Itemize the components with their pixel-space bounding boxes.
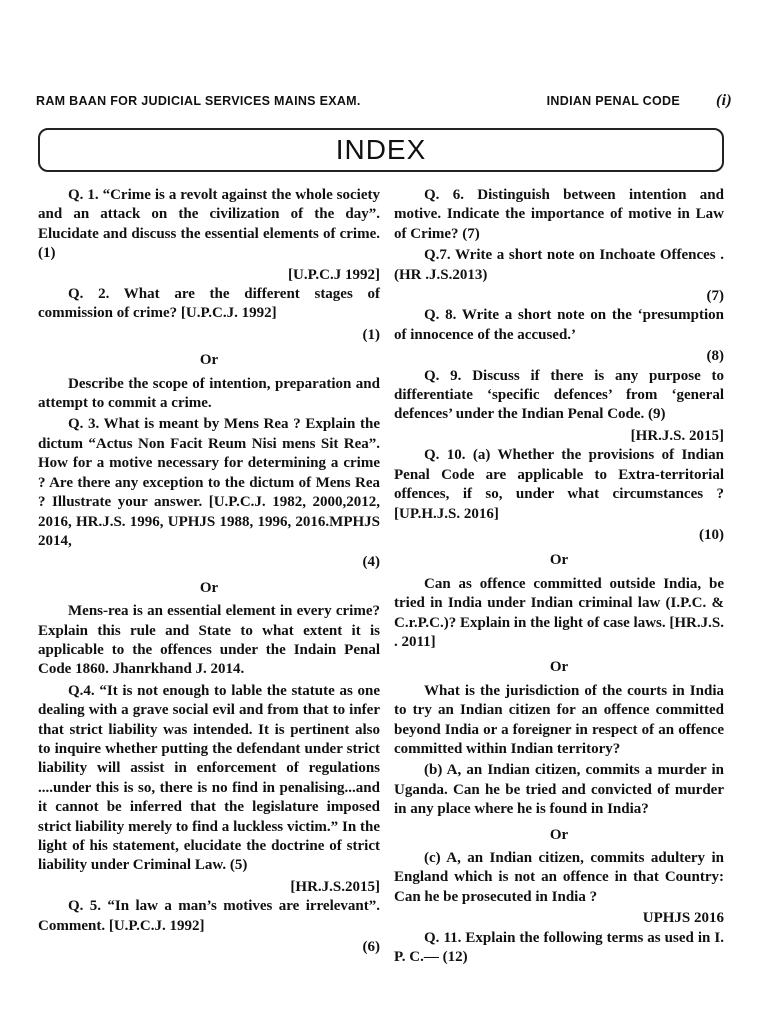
reference-text: (6) [362, 939, 380, 956]
question-text: Q.4. “It is not enough to lable the statute as one dealing with a grave social evil and from that to infer that strict liability was intended. It is pertinent also to inquire whether putting the defendant under strict liability will assist in enforcement of regulations ....under this is so, there is no find in penalising...and it cannot be inferred that the legislature imposed strict liability merely to find a luckless victim.” In the light of his statement, elucidate the doctrine of strict liability under Criminal Law. (5) [38, 682, 380, 874]
header-subject: INDIAN PENAL CODE [546, 94, 680, 108]
or-separator: Or [199, 579, 219, 596]
reference-text: UPHJS 2016 [642, 910, 724, 927]
question-text: Q. 3. What is meant by Mens Rea ? Explain the dictum “Actus Non Facit Reum Nisi mens Sit Rea”. How for a motive necessary for determining a crime ? Are there any exception to the dictum of Mens Rea ? Illustrate your answer. [U.P.C.J. 1982, 2000,2012, 2016, HR.J.S. 1996, UPHJS 1988, 1996, 2016.MPHJS 2014, [38, 416, 380, 549]
page-number: (i) [715, 92, 732, 109]
reference-text: (1) [362, 326, 380, 343]
question-text: Can as offence committed outside India, be tried in India under Indian criminal law (I.P.C. & C.r.P.C.)? Explain in the light of case laws. [HR.J.S. . 2011] [394, 575, 724, 650]
question-text: Q. 9. Discuss if there is any purpose to differentiate ‘specific defences’ from ‘general defences’ under the Indian Penal Code. (9) [394, 367, 724, 423]
reference-text: (8) [706, 348, 724, 365]
question-text: (c) A, an Indian citizen, commits adultery in England which is not an offence in that Country: Can he be prosecuted in India ? [394, 850, 724, 905]
reference-text: [HR.J.S. 2015] [630, 427, 724, 444]
question-text: Q. 5. “In law a man’s motives are irrelevant”. Comment. [U.P.C.J. 1992] [38, 898, 380, 934]
right-column [394, 186, 724, 969]
reference-text: (4) [362, 554, 380, 571]
index-title-box [38, 128, 724, 172]
reference-text: [HR.J.S.2015] [290, 878, 380, 895]
question-text: Q. 10. (a) Whether the provisions of Indian Penal Code are applicable to Extra-territorial offences, if so, under what circumstances ? [UP.H.J.S. 2016] [394, 447, 724, 522]
reference-text: (10) [699, 526, 724, 543]
page-header [36, 94, 732, 112]
or-separator: Or [549, 826, 569, 843]
question-text: Q. 2. What are the different stages of commission of crime? [U.P.C.J. 1992] [38, 286, 380, 322]
question-text: Q. 8. Write a short note on the ‘presumption of innocence of the accused.’ [394, 307, 724, 343]
reference-text: [U.P.C.J 1992] [288, 266, 380, 283]
question-text: Q.7. Write a short note on Inchoate Offences . (HR .J.S.2013) [394, 247, 724, 283]
or-separator: Or [549, 552, 569, 569]
or-separator: Or [549, 659, 569, 676]
question-text: Describe the scope of intention, preparation and attempt to commit a crime. [38, 375, 380, 412]
index-title: INDEX [335, 134, 427, 165]
question-text: (b) A, an Indian citizen, commits a murder in Uganda. Can he be tried and convicted of murder in any place where he is found in India? [394, 762, 724, 818]
reference-text: (7) [706, 288, 724, 305]
question-text: Q. 6. Distinguish between intention and motive. Indicate the importance of motive in Law of Crime? (7) [394, 187, 724, 242]
question-text: Q. 11. Explain the following terms as used in I. P. C.— (12) [394, 929, 724, 966]
header-book-title: RAM BAAN FOR JUDICIAL SERVICES MAINS EXAM. [36, 94, 361, 108]
question-text: What is the jurisdiction of the courts in India to try an Indian citizen for an offence committed beyond India or a foreigner in respect of an offence committed within Indian territory? [394, 682, 724, 757]
question-text: Q. 1. “Crime is a revolt against the whole society and an attack on the civilization of the day”. Elucidate and discuss the essential elements of crime. (1) [38, 187, 380, 262]
or-separator: Or [199, 352, 219, 369]
question-text: Mens-rea is an essential element in every crime? Explain this rule and State to what extent it is applicable to the offences under the Indain Penal Code 1860. Jhanrkhand J. 2014. [38, 603, 380, 678]
left-column [38, 186, 380, 957]
